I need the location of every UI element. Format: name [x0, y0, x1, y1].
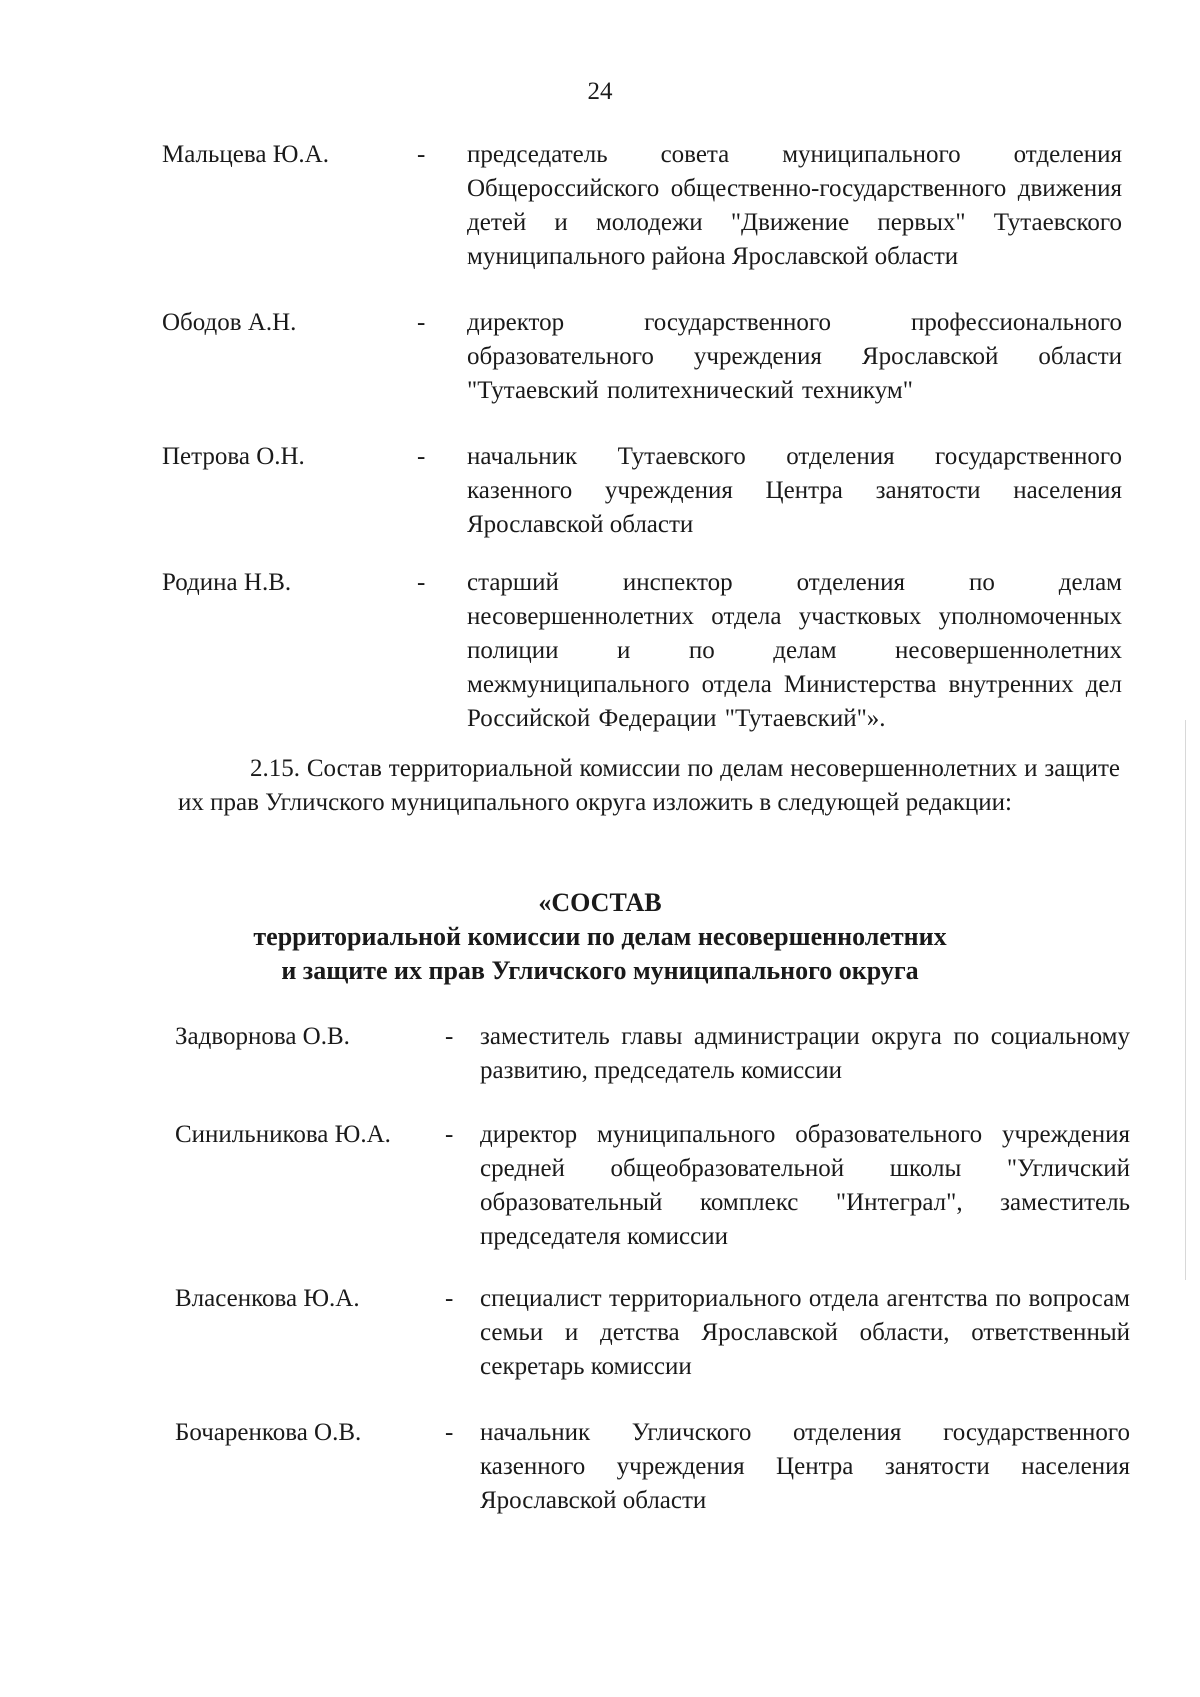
member-dash: - — [417, 309, 426, 336]
member-role: старший инспектор отделения по делам несовершеннолетних отдела участковых уполномоченных полиции и по делам несовершеннолетних межмуниципального отдела Министерства внутренних дел Российской Федерации "Тутаевский"». — [467, 569, 1122, 732]
member-name: Задворнова О.В. — [175, 1023, 350, 1050]
amendment-paragraph: 2.15. Состав территориальной комиссии по делам несовершеннолетних и защите их прав Угличского муниципального округа изложить в следующей редакции: — [178, 755, 1120, 816]
member-dash: - — [445, 1023, 454, 1050]
page-number: 24 — [587, 78, 613, 105]
member-dash: - — [445, 1419, 454, 1446]
member-name: Бочаренкова О.В. — [175, 1419, 362, 1446]
member-name: Синильникова Ю.А. — [175, 1121, 391, 1148]
member-name: Ободов А.Н. — [162, 309, 297, 336]
member-dash: - — [445, 1121, 454, 1148]
member-role: специалист территориального отдела агентства по вопросам семьи и детства Ярославской области, ответственный секретарь комиссии — [480, 1285, 1130, 1380]
composition-heading-line2: территориальной комиссии по делам несовершеннолетних — [253, 922, 947, 951]
member-name: Власенкова Ю.А. — [175, 1285, 360, 1312]
member-dash: - — [445, 1285, 454, 1312]
member-dash: - — [417, 443, 426, 470]
composition-heading-line3: и защите их прав Угличского муниципального округа — [281, 956, 919, 985]
member-role: директор государственного профессионального образовательного учреждения Ярославской области "Тутаевский политехнический техникум" — [467, 309, 1122, 404]
member-role: начальник Тутаевского отделения государственного казенного учреждения Центра занятости населения Ярославской области — [467, 443, 1122, 538]
member-name: Петрова О.Н. — [162, 443, 305, 470]
member-dash: - — [417, 569, 426, 596]
member-name: Родина Н.В. — [162, 569, 292, 596]
member-role: заместитель главы администрации округа по социальному развитию, председатель комиссии — [480, 1023, 1130, 1084]
member-dash: - — [417, 141, 426, 168]
member-name: Мальцева Ю.А. — [162, 141, 329, 168]
member-role: председатель совета муниципального отделения Общероссийского общественно-государственного движения детей и молодежи "Движение первых" Тутаевского муниципального района Ярославской области — [467, 141, 1122, 270]
composition-heading-title: «СОСТАВ — [538, 888, 662, 917]
member-role: директор муниципального образовательного учреждения средней общеобразовательной школы "Угличский образовательный комплекс "Интеграл", заместитель председателя комиссии — [480, 1121, 1130, 1250]
scan-margin-mark — [1185, 720, 1186, 1280]
member-role: начальник Угличского отделения государственного казенного учреждения Центра занятости населения Ярославской области — [480, 1419, 1130, 1514]
